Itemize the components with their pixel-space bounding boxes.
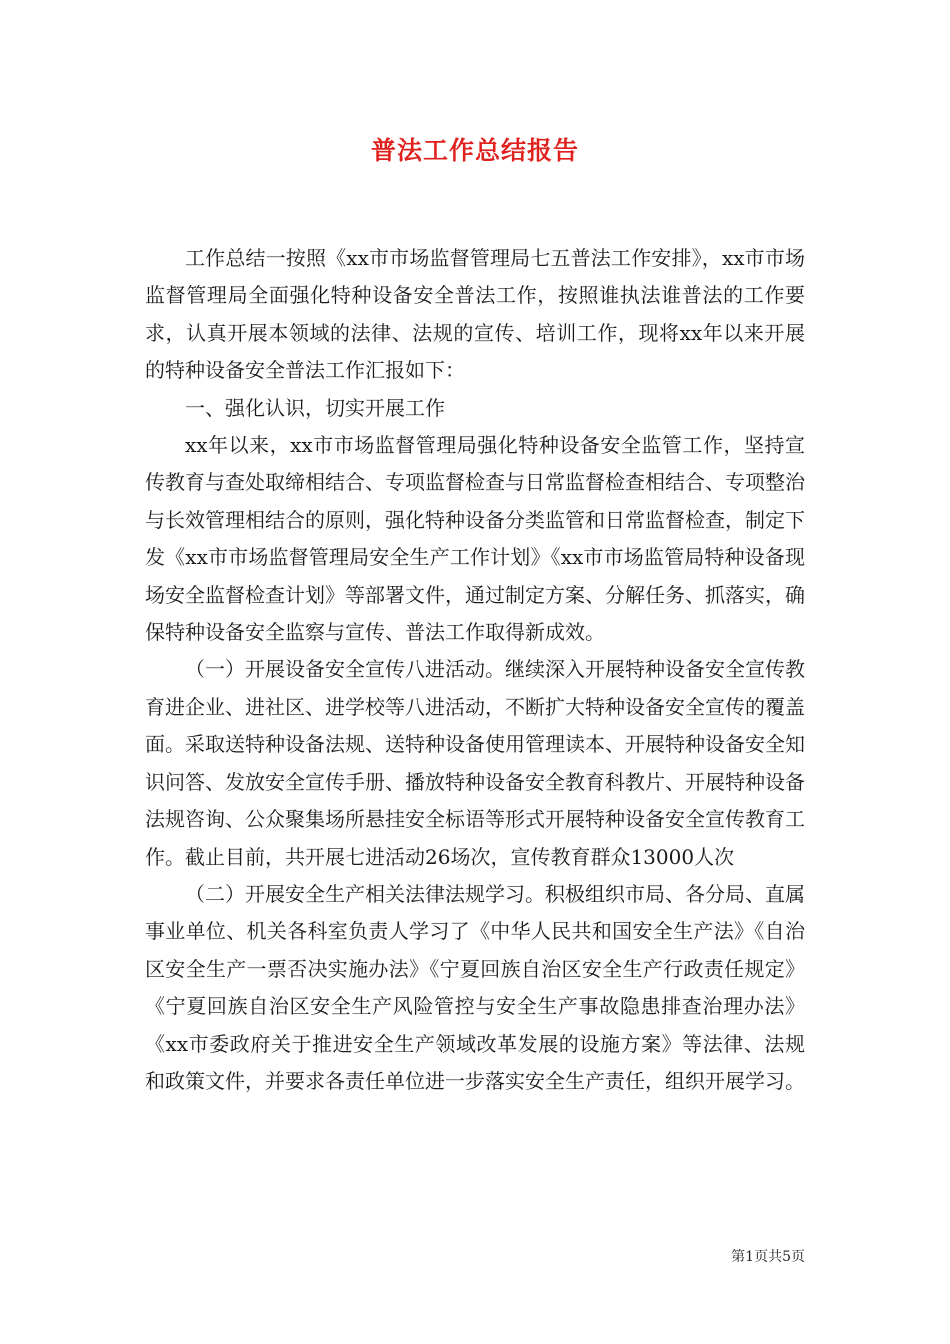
document-body [145,240,805,1100]
paragraph-subsection-1: （一）开展设备安全宣传八进活动。继续深入开展特种设备安全宣传教育进企业、进社区、进学校等八进活动，不断扩大特种设备安全宣传的覆盖面。采取送特种设备法规、送特种设备使用管理读本、开展特种设备安全知识问答、发放安全宣传手册、播放特种设备安全教育科教片、开展特种设备法规咨询、公众聚集场所悬挂安全标语等形式开展特种设备安全宣传教育工作。截止目前，共开展七进活动26场次，宣传教育群众13000人次 [145,657,805,869]
page-number: 第1页共5页 [731,1249,805,1265]
section-heading-1: 一、强化认识，切实开展工作 [185,395,445,420]
paragraph-intro: 工作总结一按照《xx市市场监督管理局七五普法工作安排》，xx市市场监督管理局全面强化特种设备安全普法工作，按照谁执法谁普法的工作要求，认真开展本领域的法律、法规的宣传、培训工作，现将xx年以来开展的特种设备安全普法工作汇报如下： [145,246,805,383]
paragraph-section-1: xx年以来，xx市市场监督管理局强化特种设备安全监管工作，坚持宣传教育与查处取缔相结合、专项监督检查与日常监督检查相结合、专项整治与长效管理相结合的原则，强化特种设备分类监管和日常监督检查，制定下发《xx市市场监督管理局安全生产工作计划》《xx市市场监管局特种设备现场安全监督检查计划》等部署文件，通过制定方案、分解任务、抓落实，确保特种设备安全监察与宣传、普法工作取得新成效。 [145,433,805,645]
document-title: 普法工作总结报告 [370,136,579,165]
paragraph-subsection-2: （二）开展安全生产相关法律法规学习。积极组织市局、各分局、直属事业单位、机关各科室负责人学习了《中华人民共和国安全生产法》《自治区安全生产一票否决实施办法》《宁夏回族自治区安全生产行政责任规定》《宁夏回族自治区安全生产风险管控与安全生产事故隐患排查治理办法》《xx市委政府关于推进安全生产领域改革发展的设施方案》等法律、法规和政策文件，并要求各责任单位进一步落实安全生产责任，组织开展学习。 [145,881,805,1093]
